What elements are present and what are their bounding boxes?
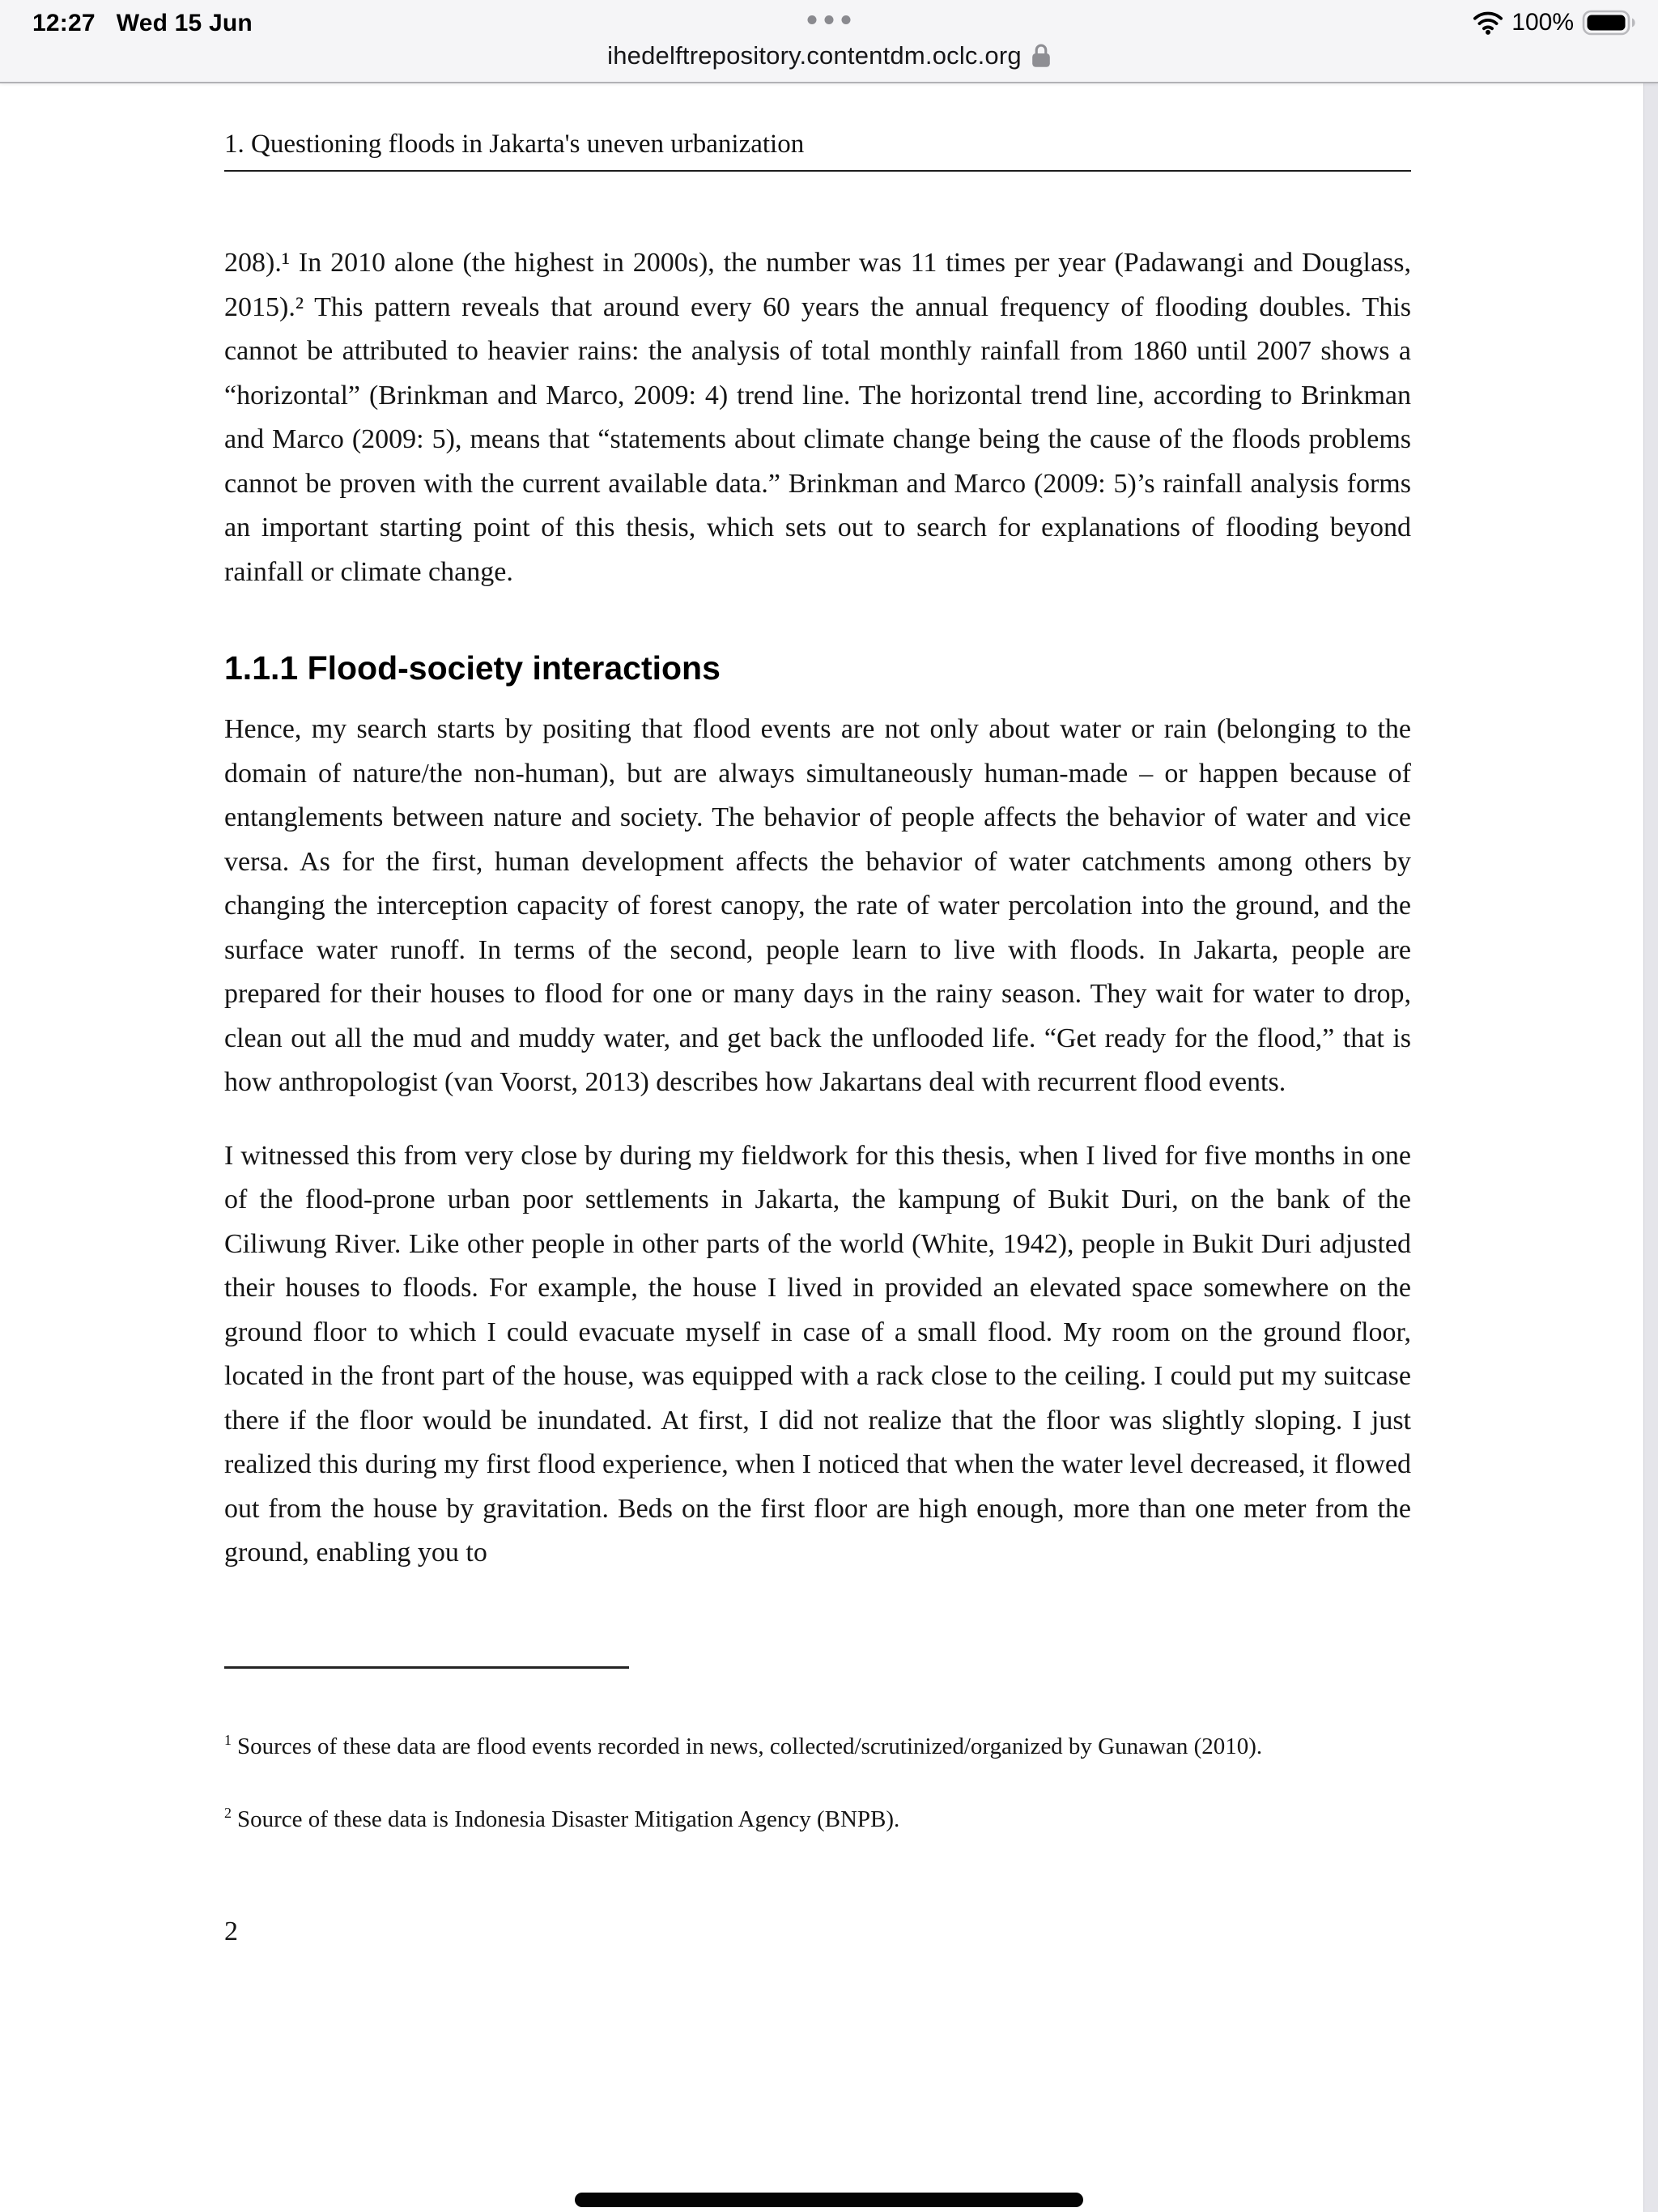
- wifi-icon: [1473, 11, 1503, 35]
- running-header: 1. Questioning floods in Jakarta's uneven urbanization: [224, 128, 1411, 172]
- footnote: [224, 1798, 1411, 1840]
- page-number: 2: [224, 1916, 238, 1946]
- safari-toolbar: [0, 0, 1658, 83]
- section-heading: 1.1.1 Flood-society interactions: [224, 649, 721, 687]
- battery-percent: 100%: [1511, 9, 1574, 36]
- scrollbar-track[interactable]: [1643, 83, 1658, 2212]
- paragraph: Hence, my search starts by positing that flood events are not only about water or rain (belonging to the domain of nature/the non-human), but are always simultaneously human-made – or happen because of entanglements between nature and society. The behavior of people affects the behavior of water and vice versa. As for the first, human development affects the behavior of water catchments among others by changing the interception capacity of forest canopy, the rate of water percolation into the ground, and the surface water runoff. In terms of the second, people learn to live with floods. In Jakarta, people are prepared for their houses to flood for one or many days in the rainy season. They wait for water to drop, clean out all the mud and muddy water, and get back the unflooded life. “Get ready for the flood,” that is how anthropologist (van Voorst, 2013) describes how Jakartans deal with recurrent flood events.: [224, 714, 1411, 1097]
- footnote: [224, 1725, 1411, 1767]
- paragraph: I witnessed this from very close by during my fieldwork for this thesis, when I lived for five months in one of the flood-prone urban poor settlements in Jakarta, the kampung of Bukit Duri, on the bank of the Ciliwung River. Like other people in other parts of the world (White, 1942), people in Bukit Duri adjusted their houses to floods. For example, the house I lived in provided an elevated space somewhere on the ground floor to which I could evacuate myself in case of a small flood. My room on the ground floor, located in the front part of the house, was equipped with a rack close to the ceiling. I could put my suitcase there if the floor would be inundated. At first, I did not realize that the floor was slightly sloping. I just realized this during my first flood experience, when I noticed that when the water level decreased, it flowed out from the house by gravitation. Beds on the first floor are high enough, more than one meter from the ground, enabling you to: [224, 1140, 1411, 1568]
- status-date: Wed 15 Jun: [116, 10, 253, 36]
- footnote-marker: 2: [224, 1804, 232, 1821]
- padlock-icon: [1031, 43, 1051, 69]
- status-time-date: [32, 10, 253, 37]
- paragraph: 208).¹ In 2010 alone (the highest in 2000s), the number was 11 times per year (Padawangi and Douglass, 2015).² This pattern reveals that around every 60 years the annual frequency of flooding doubles. This cannot be attributed to heavier rains: the analysis of total monthly rainfall from 1860 until 2007 shows a “horizontal” (Brinkman and Marco, 2009: 4) trend line. The horizontal trend line, according to Brinkman and Marco (2009: 5), means that “statements about climate change being the cause of the floods problems cannot be proven with the current available data.” Brinkman and Marco (2009: 5)’s rainfall analysis forms an important starting point of this thesis, which sets out to search for explanations of flooding beyond rainfall or climate change.: [224, 248, 1411, 587]
- document-content: [224, 128, 1411, 1954]
- url-text: ihedelftrepository.contentdm.oclc.org: [607, 41, 1022, 70]
- ellipsis-dot-icon: [825, 15, 834, 24]
- tab-overflow-button[interactable]: [808, 15, 851, 24]
- footnote-marker: 1: [224, 1731, 232, 1748]
- footnote-divider: [224, 1666, 629, 1669]
- address-bar-row: [0, 36, 1658, 76]
- status-indicators: [1473, 9, 1637, 36]
- footnote-text: Sources of these data are flood events recorded in news, collected/scrutinized/organized by Gunawan (2010).: [236, 1733, 1263, 1759]
- pdf-page: [0, 83, 1658, 2212]
- home-indicator[interactable]: [575, 2193, 1083, 2207]
- ellipsis-dot-icon: [808, 15, 817, 24]
- battery-icon: [1582, 9, 1637, 36]
- ellipsis-dot-icon: [842, 15, 851, 24]
- address-bar[interactable]: [607, 41, 1051, 70]
- status-time: 12:27: [32, 10, 96, 36]
- footnote-text: Source of these data is Indonesia Disaster Mitigation Agency (BNPB).: [236, 1806, 900, 1832]
